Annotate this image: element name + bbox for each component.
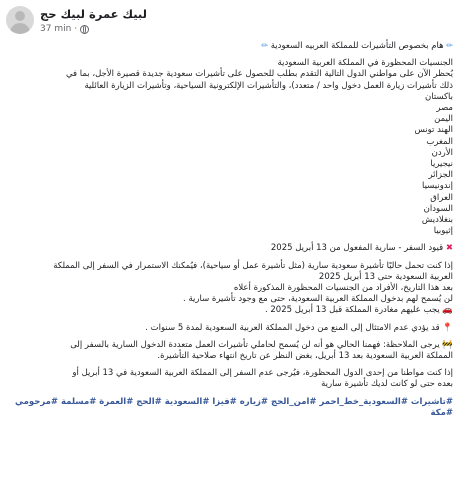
country-item: إثيوبيا xyxy=(433,226,453,237)
note-line xyxy=(8,340,453,351)
country-item: بنغلاديش xyxy=(421,215,453,226)
post-body xyxy=(8,40,453,419)
advice-line-2: بعده حتى لو كانت لديك تأشيرة سارية xyxy=(321,379,453,390)
author-name[interactable]: لبيك عمرة لبيك حج xyxy=(40,7,147,21)
restriction-line: بعد هذا التاريخ، الأفراد من الجنسيات المحظورة المذكورة أعلاه xyxy=(233,283,453,294)
post-title-line xyxy=(8,40,453,52)
country-item: مصر xyxy=(436,103,453,114)
country-item: الأردن xyxy=(431,147,453,158)
restriction-line: إذا كنت تحمل حاليًا تأشيرة سعودية سارية (مثل تأشيرة عمل أو سياحية)، فيُمكنك الاستمرار في السفر إلى المملكة xyxy=(53,260,453,271)
post-header xyxy=(0,6,461,40)
post-time[interactable]: 37 min xyxy=(40,24,72,34)
hashtags[interactable]: #تاشيرات #السعودية_خط_احمر #امن_الحج #زياره #فيزا #السعودية #الحج #العمرة #مسلمة #مرحومي #مكة xyxy=(15,396,453,418)
country-item: المغرب xyxy=(426,136,453,147)
banned-heading: الجنسيات المحظورة في المملكة العربية السعودية xyxy=(277,58,453,69)
restriction-line: لن يُسمح لهم بدخول المملكة العربية السعودية، حتى مع وجود تأشيرة سارية . xyxy=(183,294,453,305)
pin-icon: 📍 xyxy=(442,322,453,333)
car-icon: 🚗 xyxy=(442,305,453,316)
globe-icon xyxy=(80,25,89,34)
restrictions-heading: قيود السفر - سارية المفعول من 13 أبريل 2025 xyxy=(270,243,444,254)
pencil-icon: ✏ xyxy=(446,41,453,50)
restriction-line: العربية السعودية حتى 13 أبريل 2025 xyxy=(318,271,453,282)
avatar[interactable] xyxy=(6,6,34,34)
intro-line-1: يُحظر الآن على مواطني الدول التالية التقدم بطلب للحصول على تأشيرات سعودية جديدة قصيرة الأجل، بما في xyxy=(65,69,453,80)
note-text-1: يرجى الملاحظة: فهمنا الحالي هو أنه لن يُسمح لحاملي تأشيرات العمل متعددة الدخول السارية بالسفر إلى xyxy=(70,339,440,350)
country-item: الجزائر xyxy=(428,170,453,181)
advice-line-1: إذا كنت مواطنا من إحدى الدول المحظورة، فيُرجى عدم السفر إلى المملكة العربية السعودية في 13 أبريل أو xyxy=(72,368,453,379)
country-item: العراق xyxy=(430,192,453,203)
pencil-icon: ✏ xyxy=(261,41,269,50)
post-title: هام بخصوص التأشيرات للمملكة العربيه السعودية xyxy=(270,41,444,51)
intro-line-2: ذلك تأشيرات زيارة العمل دخول واحد / متعدد)، والتأشيرات الإلكترونية السياحية، وتأشيرات الزيارة العائلية xyxy=(84,80,453,91)
restrictions-heading-line xyxy=(8,243,453,254)
note-line-2: المملكة العربية السعودية بعد 13 أبريل، بغض النظر عن تاريخ انتهاء صلاحية التأشيرة. xyxy=(157,351,453,362)
country-item: السودان xyxy=(423,203,453,214)
ban-note-line xyxy=(8,323,453,334)
post-meta: 37 min · xyxy=(40,24,89,34)
country-item: إندونيسيا xyxy=(422,181,453,192)
country-item: الهند تونس xyxy=(414,125,453,136)
country-item: باكستان xyxy=(425,91,453,102)
cross-mark-icon: ✖ xyxy=(445,243,453,254)
country-item: نيجيريا xyxy=(430,159,453,170)
must-leave-line xyxy=(8,305,453,316)
ban-note-text: قد يؤدي عدم الامتثال إلى المنع من دخول المملكة العربية السعودية لمدة 5 سنوات . xyxy=(145,322,440,333)
must-leave-text: يجب عليهم مغادرة المملكة قبل 13 أبريل 2025 . xyxy=(264,305,440,316)
country-item: اليمن xyxy=(434,114,453,125)
construction-icon: 🚧 xyxy=(442,339,453,350)
